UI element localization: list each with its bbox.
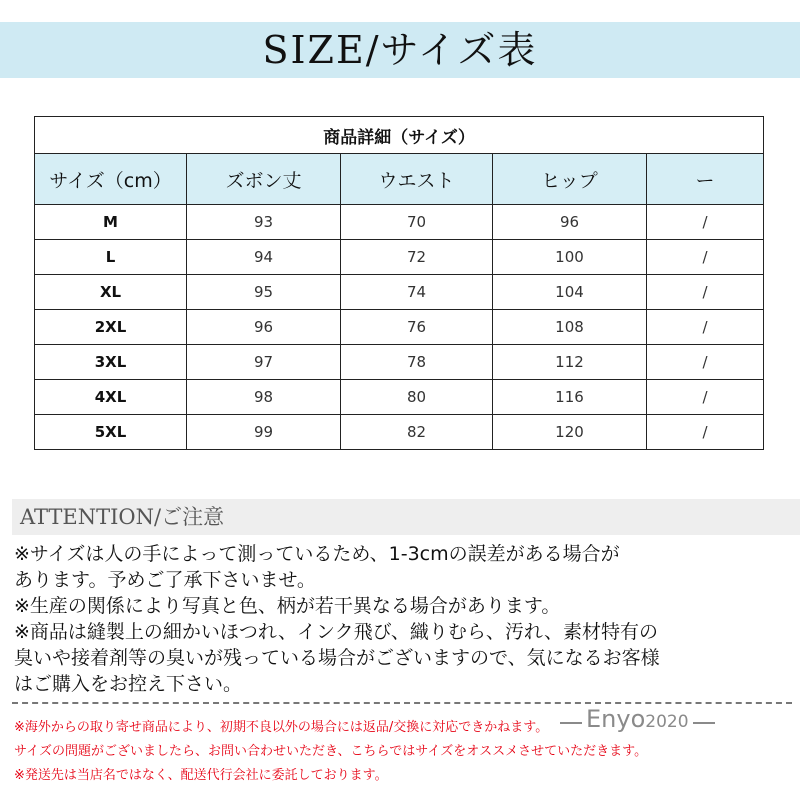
blank-value: /: [647, 240, 764, 275]
blank-value: /: [647, 310, 764, 345]
attention-title: ATTENTION/ご注意: [20, 505, 225, 529]
table-row: [35, 310, 764, 345]
attention-line: ※商品は縫製上の細かいほつれ、インク飛び、織りむら、汚れ、素材特有の: [14, 621, 659, 643]
watermark-brand: Enyo: [586, 705, 646, 733]
waist-value: 76: [341, 310, 493, 345]
blank-value: /: [647, 380, 764, 415]
size-label: XL: [35, 275, 187, 310]
length-value: 93: [187, 205, 341, 240]
waist-value: 78: [341, 345, 493, 380]
blank-value: /: [647, 345, 764, 380]
size-label: L: [35, 240, 187, 275]
hip-value: 100: [493, 240, 647, 275]
watermark-dash-left: [560, 722, 582, 724]
waist-value: 70: [341, 205, 493, 240]
length-value: 96: [187, 310, 341, 345]
hip-value: 96: [493, 205, 647, 240]
blank-value: /: [647, 275, 764, 310]
hip-value: 116: [493, 380, 647, 415]
waist-value: 80: [341, 380, 493, 415]
length-value: 94: [187, 240, 341, 275]
length-value: 99: [187, 415, 341, 450]
hip-value: 120: [493, 415, 647, 450]
size-table: [34, 116, 764, 450]
column-header-size: サイズ（cm）: [35, 154, 187, 205]
note-line: サイズの問題がございましたら、お問い合わせいただき、こちらではサイズをオススメさせていただきます。: [14, 744, 648, 759]
hip-value: 104: [493, 275, 647, 310]
table-header-row: [35, 154, 764, 205]
attention-line: ※サイズは人の手によって測っているため、1-3cmの誤差がある場合が: [14, 543, 620, 565]
table-caption: 商品詳細（サイズ）: [35, 117, 764, 154]
waist-value: 82: [341, 415, 493, 450]
column-header-hip: ヒップ: [493, 154, 647, 205]
hip-value: 108: [493, 310, 647, 345]
column-header-waist: ウエスト: [341, 154, 493, 205]
watermark-year: 2020: [645, 712, 689, 732]
length-value: 97: [187, 345, 341, 380]
length-value: 95: [187, 275, 341, 310]
blank-value: /: [647, 205, 764, 240]
watermark-dash-right: [693, 722, 715, 724]
watermark: [556, 704, 719, 734]
size-label: 3XL: [35, 345, 187, 380]
table-row: [35, 345, 764, 380]
attention-line: はご購入をお控え下さい。: [14, 673, 243, 695]
page-title: SIZE/サイズ表: [262, 28, 538, 72]
size-label: 2XL: [35, 310, 187, 345]
size-label: 5XL: [35, 415, 187, 450]
waist-value: 74: [341, 275, 493, 310]
column-header-length: ズボン丈: [187, 154, 341, 205]
table-row: [35, 275, 764, 310]
attention-line: 臭いや接着剤等の臭いが残っている場合がございますので、気になるお客様: [14, 647, 660, 669]
attention-line: ※生産の関係により写真と色、柄が若干異なる場合があります。: [14, 595, 561, 617]
table-row: [35, 380, 764, 415]
size-label: 4XL: [35, 380, 187, 415]
waist-value: 72: [341, 240, 493, 275]
length-value: 98: [187, 380, 341, 415]
note-line: ※海外からの取り寄せ商品により、初期不良以外の場合には返品/交換に対応できかねます。: [14, 720, 549, 735]
attention-line: あります。予めご了承下さいませ。: [14, 569, 316, 591]
table-row: [35, 240, 764, 275]
table-row: [35, 205, 764, 240]
attention-list: [14, 541, 794, 697]
table-row: [35, 415, 764, 450]
note-line: ※発送先は当店名ではなく、配送代行会社に委託しております。: [14, 768, 388, 783]
blank-value: /: [647, 415, 764, 450]
column-header-blank: ー: [647, 154, 764, 205]
size-label: M: [35, 205, 187, 240]
hip-value: 112: [493, 345, 647, 380]
